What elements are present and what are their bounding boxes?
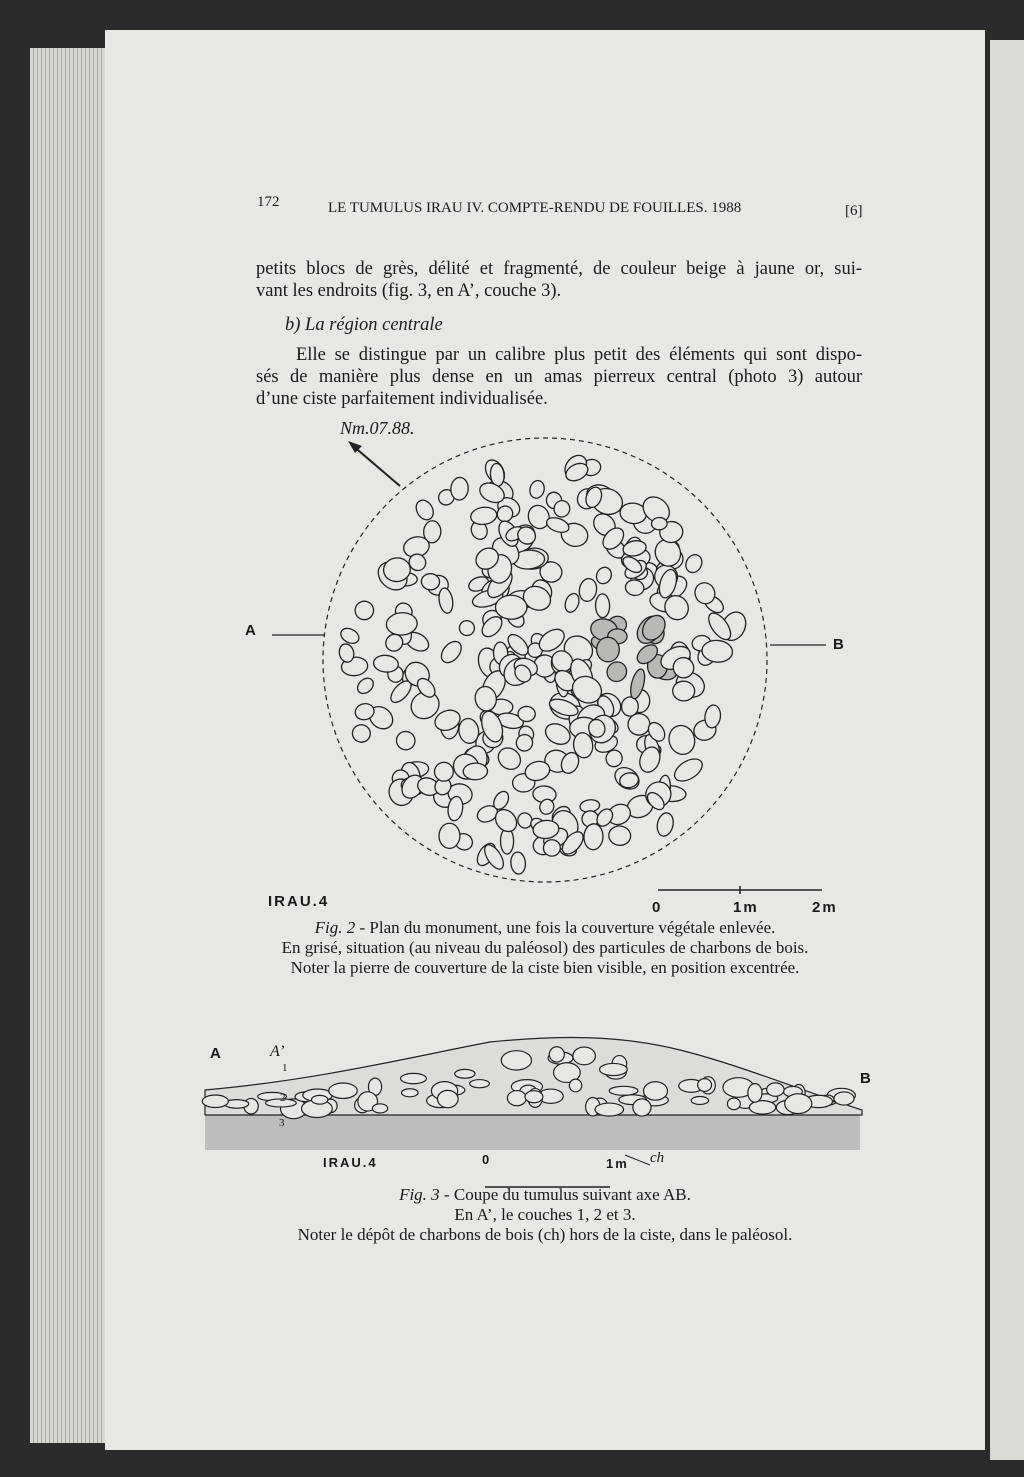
- stone: [329, 1083, 358, 1098]
- text-line: sés de manière plus dense en un amas pierreux central (photo 3) autour: [256, 367, 862, 387]
- stone: [518, 706, 536, 722]
- fig2-caption: [225, 918, 865, 978]
- stone: [528, 479, 546, 500]
- page-number: 172: [257, 194, 280, 210]
- stone: [338, 625, 361, 646]
- stone: [525, 1091, 543, 1103]
- layer-3-label: 3: [279, 1117, 285, 1129]
- stone: [569, 1079, 581, 1092]
- stone: [351, 723, 371, 743]
- stone: [437, 1090, 458, 1107]
- scale-0: 0: [482, 1152, 492, 1167]
- stone: [577, 577, 598, 603]
- stone: [202, 1095, 228, 1107]
- stone: [665, 722, 698, 757]
- stone: [450, 477, 469, 501]
- stone: [573, 1047, 596, 1065]
- fig3-section-drawing: [202, 1037, 862, 1187]
- stone: [727, 1098, 740, 1110]
- section-label-a: A: [210, 1045, 223, 1062]
- site-label: IRAU.4: [268, 893, 330, 910]
- scale-2m: 2m: [812, 899, 838, 916]
- fig-label: Fig. 2: [314, 918, 356, 937]
- stone: [355, 675, 377, 696]
- caption-line: Noter le dépôt de charbons de bois (ch) hors de la ciste, dans le paléosol.: [297, 1225, 793, 1244]
- stone: [437, 638, 465, 667]
- stone: [595, 594, 609, 618]
- label-a: A: [245, 622, 258, 639]
- section-heading: b) La région centrale: [285, 315, 443, 335]
- text-line: petits blocs de grès, délité et fragmenté, de couleur beige à jaune or, sui-: [256, 259, 862, 279]
- caption-line: En grisé, situation (au niveau du paléosol) des particules de charbons de bois.: [281, 938, 809, 957]
- stone: [311, 1095, 327, 1104]
- site-label: IRAU.4: [323, 1155, 378, 1170]
- stone: [510, 852, 526, 875]
- north-label: Nm.07.88.: [340, 418, 415, 438]
- stone: [372, 1104, 387, 1113]
- stone: [507, 1091, 526, 1106]
- stone: [749, 1101, 775, 1114]
- caption-line: [225, 1185, 865, 1205]
- stone: [643, 1082, 667, 1100]
- section-label-a-prime: A’: [270, 1043, 285, 1060]
- stone: [655, 811, 675, 837]
- caption-text: - Coupe du tumulus suivant axe AB.: [439, 1185, 691, 1204]
- stone: [651, 517, 667, 530]
- stone: [595, 1103, 624, 1116]
- stone: [549, 1047, 564, 1062]
- stone: [672, 681, 695, 702]
- stone: [437, 587, 454, 614]
- stone: [834, 1092, 854, 1105]
- caption-line: Noter la pierre de couverture de la ciste bien visible, en position excentrée.: [290, 958, 800, 977]
- north-arrow-icon: [352, 445, 400, 486]
- stone: [455, 1069, 475, 1078]
- stone: [470, 1080, 490, 1088]
- text-line: vant les endroits (fig. 3, en A’, couche 3).: [256, 281, 562, 301]
- stone: [683, 552, 705, 575]
- stone: [413, 497, 437, 523]
- fig2-plan-drawing: [272, 438, 826, 894]
- stone: [563, 592, 582, 615]
- stone: [463, 763, 488, 780]
- section-label-b: B: [860, 1070, 873, 1087]
- scale-1m: 1m: [606, 1156, 629, 1171]
- caption-text: - Plan du monument, une fois la couverture végétale enlevée.: [355, 918, 776, 937]
- text-line: Elle se distingue par un calibre plus petit des éléments qui sont dispo-: [296, 345, 862, 365]
- text-line: d’une ciste parfaitement individualisée.: [256, 389, 548, 409]
- stone: [501, 1051, 531, 1070]
- stone: [633, 1099, 651, 1116]
- stone: [767, 1083, 784, 1096]
- stone: [600, 1063, 628, 1075]
- fig-label: Fig. 3: [399, 1185, 440, 1204]
- scale-1m: 1m: [733, 899, 759, 916]
- layer-2-label: 2: [280, 1092, 286, 1104]
- stone: [704, 704, 722, 729]
- stone: [457, 618, 477, 638]
- fig3-caption: [225, 1185, 865, 1245]
- stone: [373, 654, 399, 673]
- label-b: B: [833, 636, 846, 653]
- stone: [691, 1097, 708, 1105]
- layer-1-label: 1: [282, 1062, 288, 1074]
- section-ref: [6]: [845, 203, 863, 219]
- stone: [495, 595, 527, 619]
- stone: [621, 697, 638, 717]
- caption-line: En A’, le couches 1, 2 et 3.: [454, 1205, 636, 1224]
- stone: [517, 812, 533, 829]
- caption-line: [225, 918, 865, 938]
- stone: [608, 825, 632, 847]
- stone: [393, 728, 418, 753]
- stone: [470, 506, 498, 526]
- stone: [594, 565, 614, 586]
- stone: [748, 1084, 762, 1103]
- scale-0: 0: [652, 899, 663, 916]
- ch-label: ch: [650, 1150, 665, 1166]
- stone: [609, 1086, 638, 1095]
- stone: [542, 720, 574, 749]
- stone: [421, 573, 440, 590]
- stone: [439, 823, 460, 848]
- running-title: LE TUMULUS IRAU IV. COMPTE-RENDU DE FOUILLES. 1988: [328, 200, 742, 216]
- stone: [352, 598, 376, 623]
- stone: [785, 1094, 812, 1114]
- stone: [583, 823, 603, 850]
- stone: [596, 637, 620, 663]
- stone: [671, 754, 706, 785]
- stone: [402, 1089, 419, 1097]
- stone: [698, 1079, 712, 1092]
- stone: [401, 1073, 427, 1083]
